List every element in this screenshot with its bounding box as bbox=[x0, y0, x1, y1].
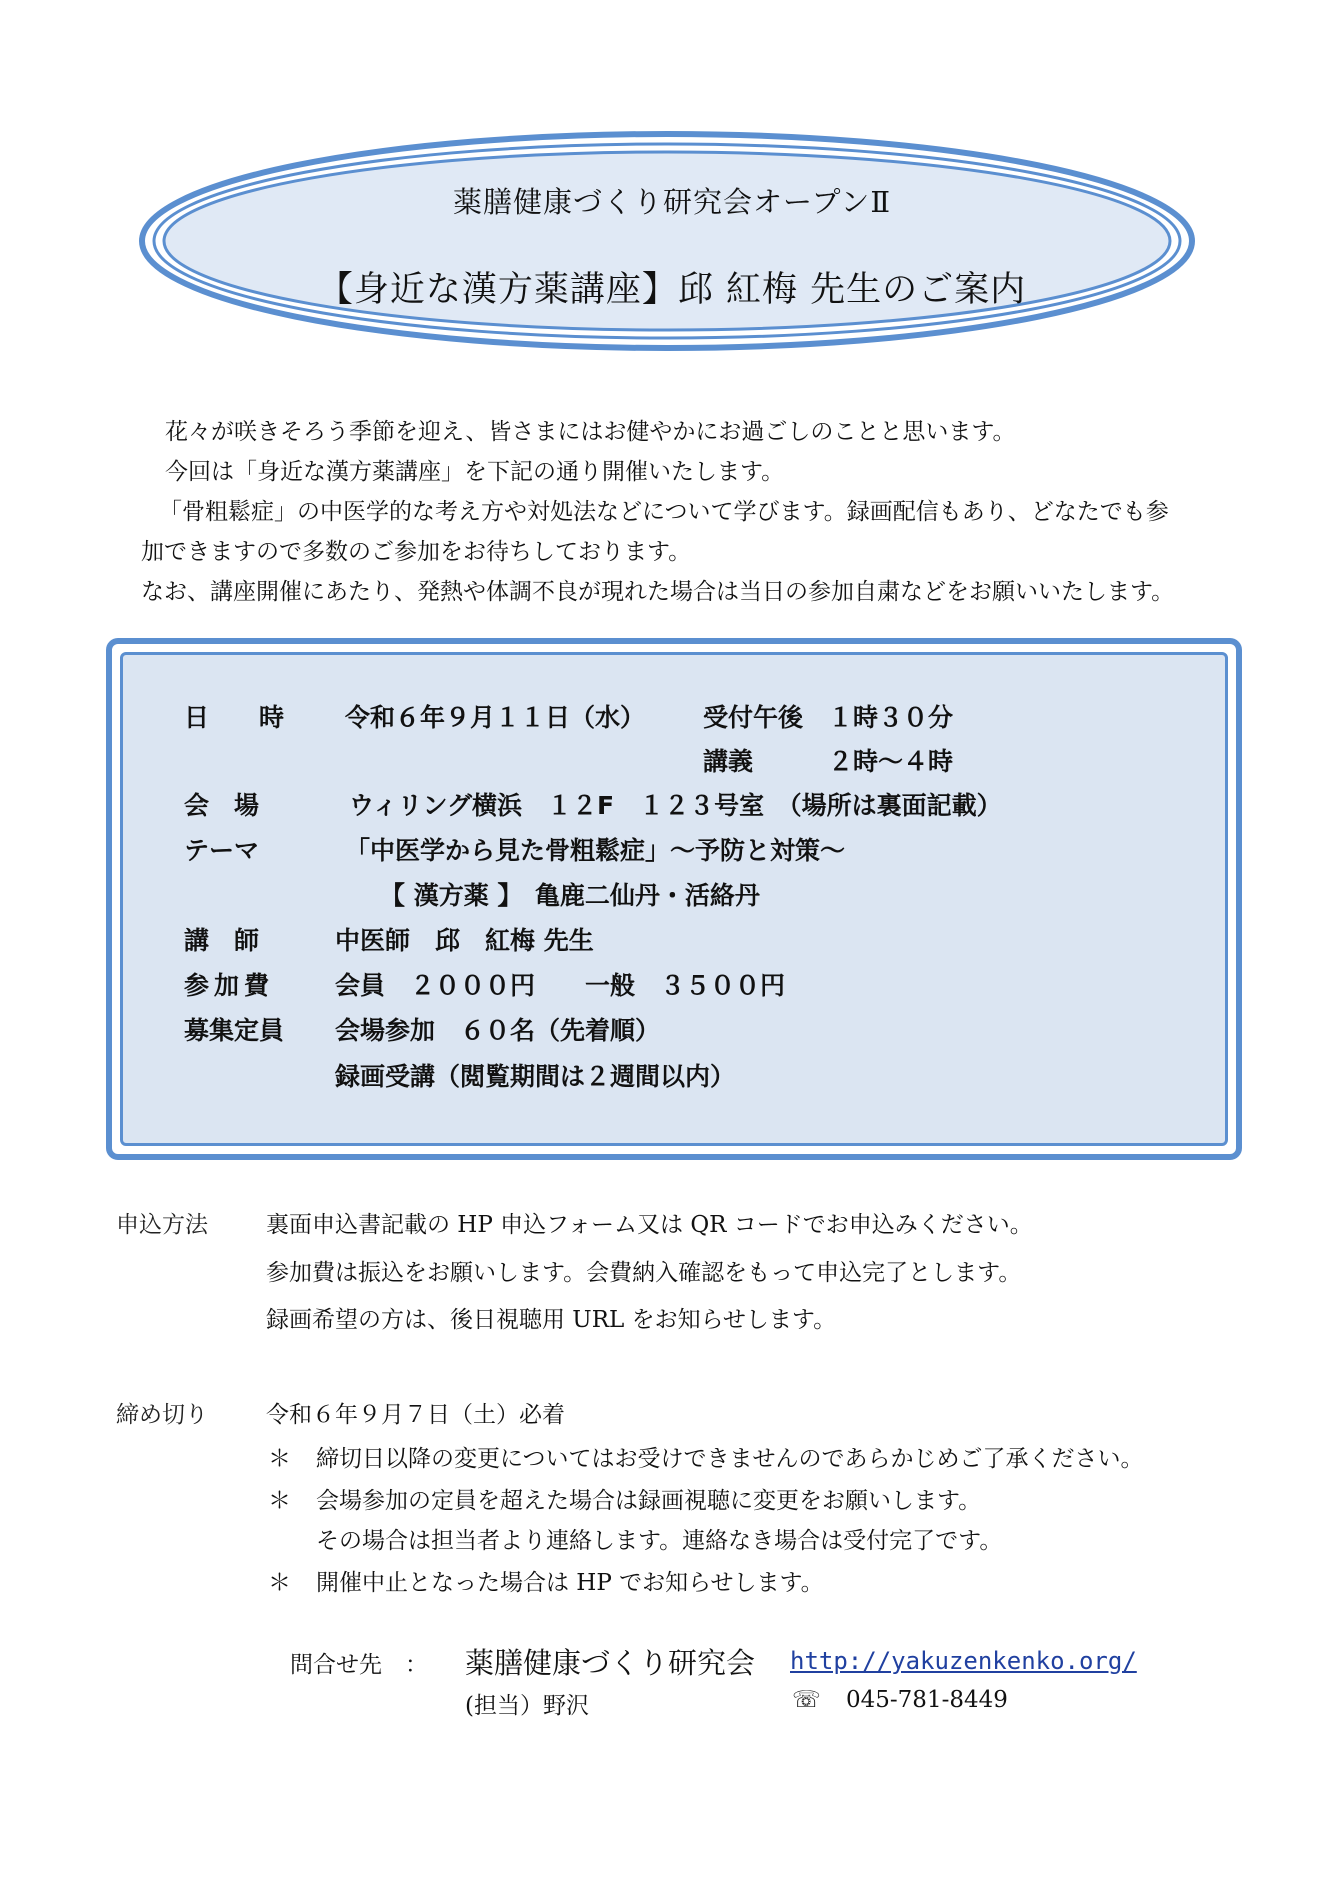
contact-label: 問合せ先 ： bbox=[290, 1652, 428, 1678]
lecturer-label: 講 師 bbox=[184, 926, 260, 955]
venue-label: 会 場 bbox=[184, 791, 260, 820]
asterisk-3: ＊ bbox=[268, 1570, 291, 1596]
asterisk-1: ＊ bbox=[268, 1446, 291, 1472]
deadline-note-2b: その場合は担当者より連絡します。連絡なき場合は受付完了です。 bbox=[316, 1528, 1003, 1554]
fee-value: 会員 ２０００円 一般 ３５００円 bbox=[335, 971, 786, 1000]
intro-paragraph-1: 花々が咲きそろう季節を迎え、皆さまにはお健やかにお過ごしのことと思います。 bbox=[165, 419, 1016, 445]
phone-number: 045-781-8449 bbox=[846, 1687, 1008, 1713]
deadline-value: 令和６年９月７日（土）必着 bbox=[266, 1402, 565, 1428]
deadline-note-2: 会場参加の定員を超えた場合は録画視聴に変更をお願いします。 bbox=[316, 1488, 982, 1514]
capacity-label: 募集定員 bbox=[184, 1016, 285, 1045]
deadline-note-1: 締切日以降の変更についてはお受けできませんのであらかじめご了承ください。 bbox=[316, 1446, 1144, 1472]
phone-icon: ☏ bbox=[792, 1687, 821, 1713]
venue-value: ウィリング横浜 １２F １２３号室 （場所は裏面記載） bbox=[349, 791, 1002, 820]
fee-label: 参加費 bbox=[184, 971, 275, 1000]
theme-value: 「中医学から見た骨粗鬆症」～予防と対策～ bbox=[345, 836, 846, 865]
website-link[interactable]: http://yakuzenkenko.org/ bbox=[790, 1647, 1137, 1675]
lecturer-value: 中医師 邱 紅梅 先生 bbox=[335, 926, 594, 955]
deadline-label: 締め切り bbox=[116, 1402, 208, 1428]
reception-time: 受付午後 １時３０分 bbox=[703, 703, 954, 732]
kampo-value: 【 漢方薬 】 亀鹿二仙丹・活絡丹 bbox=[380, 881, 760, 910]
date-value: 令和６年９月１１日（水） bbox=[345, 703, 646, 732]
application-line-3: 録画希望の方は、後日視聴用 URL をお知らせします。 bbox=[266, 1307, 837, 1333]
application-line-1: 裏面申込書記載の HP 申込フォーム又は QR コードでお申込みください。 bbox=[266, 1212, 1033, 1238]
title-line2: 【身近な漢方薬講座】邱 紅梅 先生のご案内 bbox=[317, 270, 1027, 310]
title-line1: 薬膳健康づくり研究会オープンⅡ bbox=[452, 185, 892, 219]
intro-paragraph-3a: 「骨粗鬆症」の中医学的な考え方や対処法などについて学びます。録画配信もあり、どなたでも参 bbox=[159, 499, 1169, 525]
theme-label: テーマ bbox=[184, 836, 260, 865]
intro-text bbox=[141, 412, 1241, 612]
organization-name: 薬膳健康づくり研究会 bbox=[465, 1646, 756, 1680]
lecture-time: 講義 ２時～４時 bbox=[703, 747, 954, 776]
intro-paragraph-4: なお、講座開催にあたり、発熱や体調不良が現れた場合は当日の参加自粛などをお願いいたします。 bbox=[141, 579, 1175, 605]
application-line-2: 参加費は振込をお願いします。会費納入確認をもって申込完了とします。 bbox=[266, 1260, 1022, 1286]
application-label: 申込方法 bbox=[116, 1212, 208, 1238]
deadline-note-3: 開催中止となった場合は HP でお知らせします。 bbox=[316, 1570, 824, 1596]
asterisk-2: ＊ bbox=[268, 1488, 291, 1514]
contact-person: (担当）野沢 bbox=[465, 1693, 589, 1719]
intro-paragraph-3b: 加できますので多数のご参加をお待ちしております。 bbox=[141, 539, 692, 565]
title-ellipse bbox=[138, 130, 1196, 352]
capacity-value-recording: 録画受講（閲覧期間は２週間以内） bbox=[335, 1062, 736, 1091]
intro-paragraph-2: 今回は「身近な漢方薬講座」を下記の通り開催いたします。 bbox=[165, 459, 785, 485]
date-label: 日 時 bbox=[184, 703, 285, 732]
capacity-value-venue: 会場参加 ６０名（先着順） bbox=[335, 1016, 661, 1045]
